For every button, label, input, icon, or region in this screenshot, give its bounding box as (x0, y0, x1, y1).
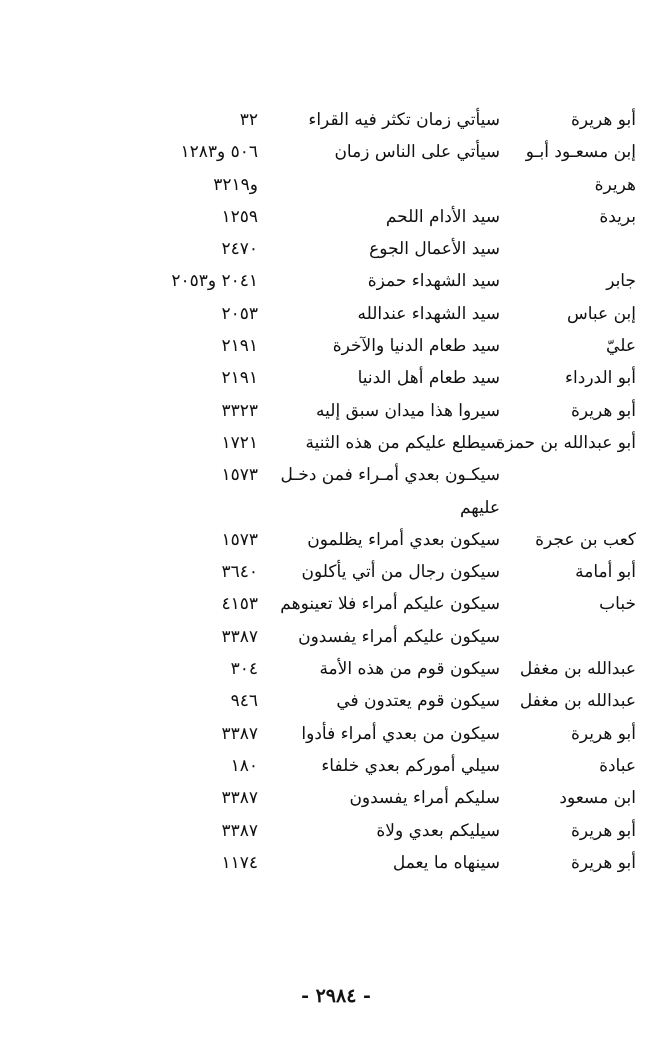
hadith-number-cell: ١٥٧٣ (221, 465, 258, 486)
hadith-number-cell: ٣٦٤٠ (221, 562, 258, 583)
table-row (46, 492, 636, 524)
hadith-cell: سليكم أمراء يفسدون (349, 788, 500, 809)
hadith-number-cell: ١٢٥٩ (221, 206, 258, 227)
hadith-number-cell: ١٧٢١ (221, 432, 258, 453)
hadith-number-cell: ٣٠٤ (230, 659, 258, 680)
table-row (46, 847, 636, 879)
hadith-cell: سيد الشهداء حمزة (367, 271, 500, 292)
table-row (46, 815, 636, 847)
narrator-cell: ابن مسعود (559, 788, 636, 809)
table-row (46, 395, 636, 427)
hadith-number-cell: ٢٠٤١ و٢٠٥٣ (171, 271, 258, 292)
table-row (46, 718, 636, 750)
hadith-number-cell: ٤١٥٣ (221, 594, 258, 615)
hadith-cell: سيد طعام أهل الدنيا (357, 368, 500, 389)
hadith-number-cell: ٣٣٨٧ (221, 723, 258, 744)
narrator-cell: إبن مسعـود أبـو (525, 142, 636, 163)
narrator-cell: بريدة (599, 206, 636, 227)
hadith-cell: سيد الأعمال الجوع (369, 239, 500, 260)
hadith-cell: سيروا هذا ميدان سبق إليه (316, 400, 500, 421)
table-row (46, 104, 636, 136)
hadith-number-cell: ٥٠٦ و١٢٨٣ (180, 142, 258, 163)
table-row (46, 685, 636, 717)
table-row (46, 330, 636, 362)
hadith-number-cell: ٢٠٥٣ (221, 303, 258, 324)
hadith-number-cell: ٣٢ (239, 110, 258, 130)
narrator-cell: جابر (606, 271, 636, 292)
hadith-cell: سيد طعام الدنيا والآخرة (332, 336, 500, 357)
table-row (46, 653, 636, 685)
hadith-cell: سينهاه ما يعمل (392, 852, 500, 873)
hadith-cell: سيأتي على الناس زمان (334, 142, 500, 163)
table-row (46, 459, 636, 491)
table-row (46, 524, 636, 556)
narrator-cell: أبو الدرداء (565, 368, 636, 389)
table-row (46, 201, 636, 233)
hadith-cell: سيد الأدام اللحم (385, 206, 500, 227)
hadith-cell: سيكون قوم من هذه الأمة (319, 659, 500, 680)
narrator-cell: أبو هريرة (570, 110, 636, 130)
table-row (46, 298, 636, 330)
hadith-number-cell: ١٨٠ (230, 755, 258, 776)
hadith-cell: عليهم (459, 497, 500, 518)
narrator-cell: أبو هريرة (570, 400, 636, 421)
narrator-cell: إبن عباس (566, 303, 636, 324)
hadith-number-cell: ٣٣٢٣ (221, 400, 258, 421)
table-row (46, 621, 636, 653)
hadith-number-cell: ١١٧٤ (221, 852, 258, 873)
table-row (46, 233, 636, 265)
hadith-cell: سيد الشهداء عندالله (357, 303, 500, 324)
hadith-cell: سيأتي زمان تكثر فيه القراء (308, 110, 500, 130)
table-row (46, 588, 636, 620)
narrator-cell: خباب (599, 594, 636, 615)
hadith-cell: سيكون عليكم أمراء يفسدون (298, 626, 500, 647)
page-number: - ٢٩٨٤ - (301, 985, 371, 1007)
hadith-number-cell: ٢٤٧٠ (221, 239, 258, 260)
hadith-cell: سيكون عليكم أمراء فلا تعينوهم (280, 594, 500, 615)
hadith-index-table (46, 104, 636, 879)
hadith-number-cell: ٣٣٨٧ (221, 788, 258, 809)
narrator-cell: أبو أمامة (575, 562, 636, 583)
table-row (46, 169, 636, 201)
table-row (46, 556, 636, 588)
hadith-cell: سيكون بعدي أمراء يظلمون (307, 529, 500, 550)
hadith-cell: سيكون من بعدي أمراء فأدوا (301, 723, 500, 744)
hadith-number-cell: ٢١٩١ (221, 368, 258, 389)
hadith-number-cell: ٣٣٨٧ (221, 626, 258, 647)
table-row (46, 782, 636, 814)
hadith-number-cell: ٩٤٦ (230, 691, 258, 712)
table-row (46, 362, 636, 394)
hadith-cell: سيكون رجال من أتي يأكلون (301, 562, 500, 583)
hadith-cell: سيليكم بعدي ولاة (376, 820, 500, 841)
narrator-cell: عبادة (599, 755, 636, 776)
narrator-cell: عبدالله بن مغفل (519, 659, 636, 680)
narrator-cell: عبدالله بن مغفل (519, 691, 636, 712)
hadith-cell: سيطلع عليكم من هذه الثنية (305, 432, 500, 453)
narrator-cell: أبو هريرة (570, 852, 636, 873)
hadith-number-cell: ٣٣٨٧ (221, 820, 258, 841)
narrator-cell: أبو هريرة (570, 820, 636, 841)
hadith-cell: سيكـون بعدي أمـراء فمن دخـل (280, 465, 500, 486)
hadith-number-cell: ١٥٧٣ (221, 529, 258, 550)
hadith-number-cell: و٣٢١٩ (213, 174, 258, 195)
narrator-cell: هريرة (594, 174, 636, 195)
hadith-cell: سيكون قوم يعتدون في (336, 691, 500, 712)
narrator-cell: أبو عبدالله بن حمزة (496, 432, 636, 453)
table-row (46, 265, 636, 297)
hadith-number-cell: ٢١٩١ (221, 336, 258, 357)
table-row (46, 750, 636, 782)
narrator-cell: عليّ (606, 336, 636, 357)
hadith-cell: سيلي أموركم بعدي خلفاء (321, 755, 500, 776)
table-row (46, 136, 636, 168)
narrator-cell: كعب بن عجرة (535, 529, 636, 550)
table-row (46, 427, 636, 459)
narrator-cell: أبو هريرة (570, 723, 636, 744)
